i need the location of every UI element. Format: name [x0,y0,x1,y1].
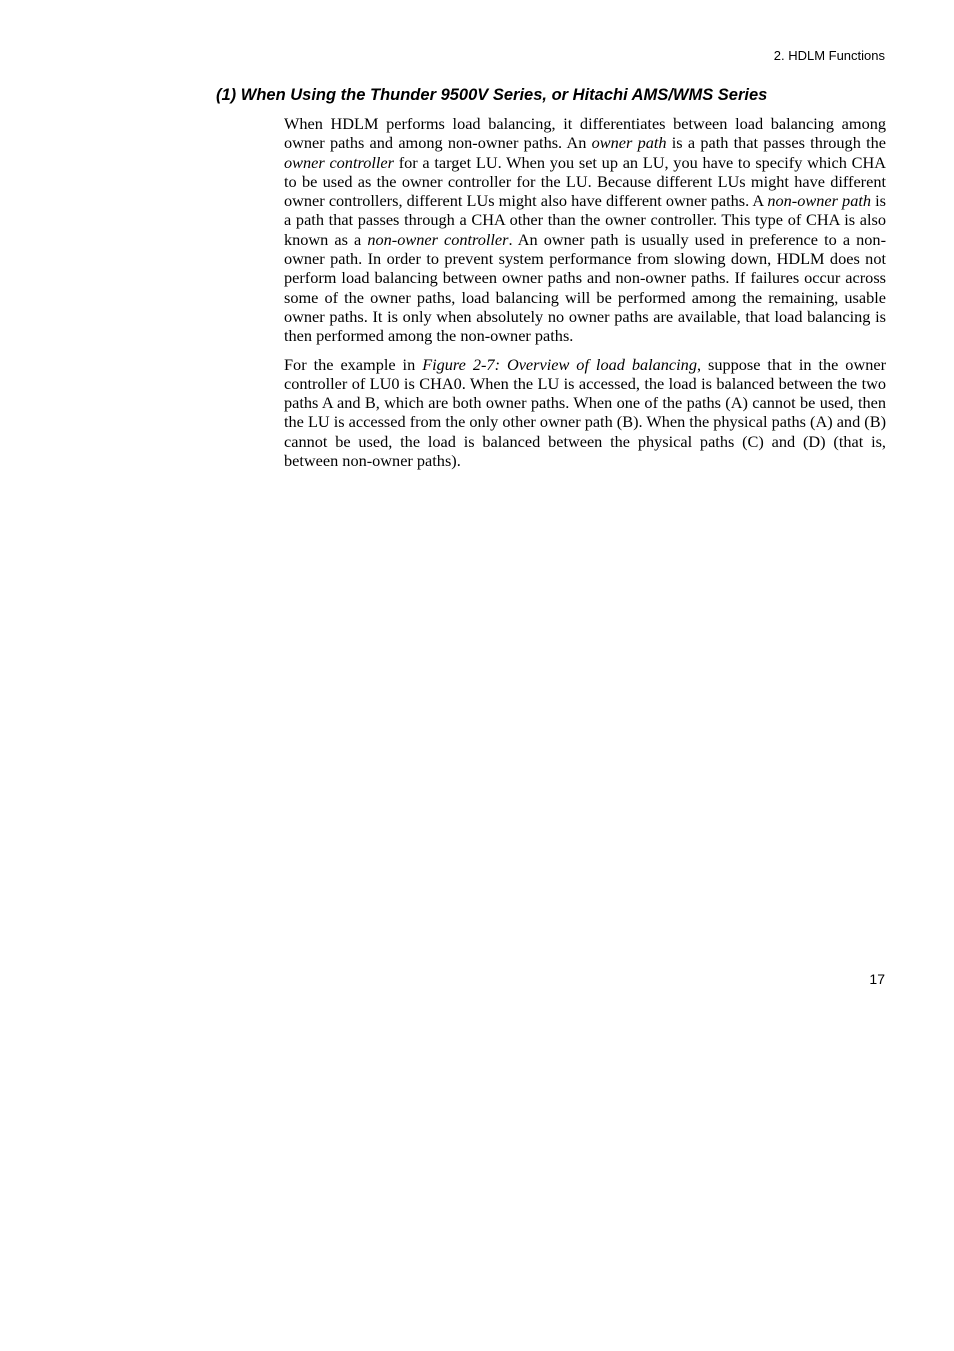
page-number: 17 [869,971,885,987]
paragraph-owner-paths [284,114,886,346]
figure-reference: Figure 2-7: Overview of load balancing [422,354,697,374]
term-owner-controller: owner controller [284,152,394,172]
text-run: When HDLM performs load balancing, it differentiates between load balancing among owner paths and among non-owner paths. An [284,114,886,153]
text-run: For the example in [284,354,423,374]
text-run: is a path that passes through a CHA other than the owner controller. This type of CHA is also known as a [284,191,886,249]
paragraph-example [284,355,886,471]
text-run: . An owner path is usually used in preference to a non-owner path. In order to prevent system performance from slowing down, HDLM does not perform load balancing between owner paths and non-owner paths. If failures occur across some of the owner paths, load balancing will be performed among the remaining, usable owner paths. It is only when absolutely no owner paths are available, that load balancing is then performed among the non-owner paths. [284,229,886,346]
text-run: for a target LU. When you set up an LU, you have to specify which CHA to be used as the owner controller for the LU. Because different LUs might have different owner controllers, different LUs might also have different owner paths. A [284,152,886,211]
body-text [284,114,886,479]
section-heading: (1) When Using the Thunder 9500V Series, or Hitachi AMS/WMS Series [216,86,768,104]
term-non-owner-controller: non-owner controller [367,229,509,249]
running-header: 2. HDLM Functions [773,48,885,63]
term-non-owner-path: non-owner path [767,191,871,211]
term-owner-path: owner path [591,133,667,153]
text-run: , suppose that in the owner controller of LU0 is CHA0. When the LU is accessed, the load is balanced between the two paths A and B, which are both owner paths. When one of the paths (A) cannot be used, then the LU is accessed from the only other owner path (B). When the physical paths (A) and (B) cannot be used, the load is balanced between the physical paths (C) and (D) (that is, between non-owner paths). [284,354,886,471]
text-run: is a path that passes through the [666,133,886,153]
